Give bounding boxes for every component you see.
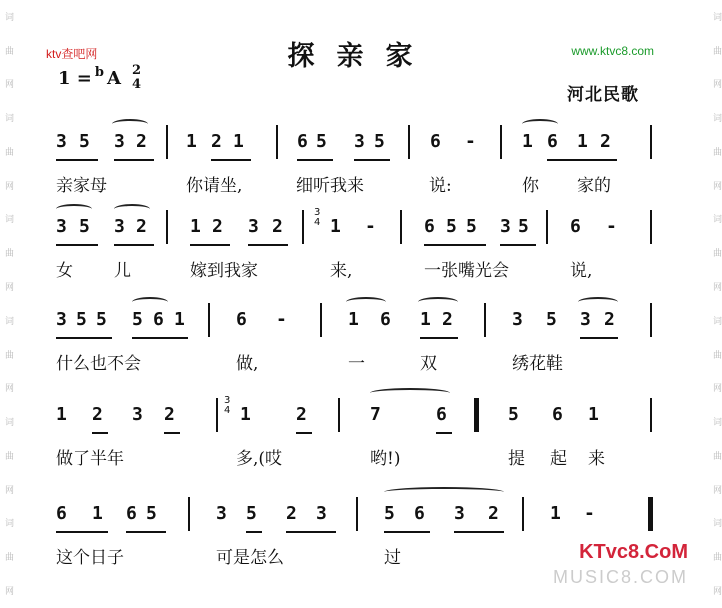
note: 5 [96, 309, 107, 330]
side-watermark-char: 网 [2, 585, 13, 596]
lyric: 嫁到我家 [190, 261, 258, 281]
note: 2 [604, 309, 615, 330]
side-watermark-char: 词 [710, 518, 721, 529]
lyric: 女 [56, 261, 73, 281]
note: 3 [454, 503, 465, 524]
note: 2 [92, 404, 103, 425]
beam [454, 531, 504, 533]
note: 6 [297, 131, 308, 152]
side-watermark-char: 网 [710, 180, 721, 191]
score-row-1 [0, 125, 722, 196]
beam [500, 244, 536, 246]
note: 2 [211, 131, 222, 152]
note: 2 [136, 216, 147, 237]
note: 3 [512, 309, 523, 330]
note: 2 [286, 503, 297, 524]
barline [484, 303, 486, 337]
slur [418, 297, 458, 307]
note: 5 [246, 503, 257, 524]
song-title: 探亲家 [287, 41, 435, 72]
lyric: 细听我来 [296, 176, 364, 196]
side-watermark-char: 曲 [710, 45, 721, 56]
beam [56, 337, 112, 339]
barline [166, 210, 168, 244]
side-watermark-char: 词 [710, 417, 721, 428]
lyric: 做了半年 [56, 449, 124, 469]
lyric: 提 [508, 449, 525, 469]
time-top: 2 [131, 63, 141, 78]
slur [370, 388, 450, 398]
barline [650, 210, 652, 244]
note: 5 [518, 216, 529, 237]
song-genre: 河北民歌 [567, 85, 639, 105]
side-watermark-char: 词 [2, 113, 13, 124]
side-watermark-char: 网 [710, 79, 721, 90]
note: 1 [550, 503, 561, 524]
lyric: 说, [570, 261, 593, 281]
side-watermark-char: 词 [2, 315, 13, 326]
note: 5 [508, 404, 519, 425]
side-watermark-char: 网 [2, 383, 13, 394]
side-watermark-char: 曲 [710, 248, 721, 259]
barline [650, 125, 652, 159]
note: 1 [348, 309, 359, 330]
side-watermark-char: 词 [2, 518, 13, 529]
music8-faded-logo: MUSIC8.COM [552, 567, 688, 587]
note: 3 [132, 404, 143, 425]
side-watermark-char: 曲 [710, 146, 721, 157]
note: 3 [316, 503, 327, 524]
barline [650, 398, 652, 432]
side-watermark-char: 曲 [2, 146, 13, 157]
side-watermark-char: 曲 [710, 450, 721, 461]
note: 5 [546, 309, 557, 330]
note: 3 [248, 216, 259, 237]
note: - [365, 216, 376, 237]
lyrics-row-1 [0, 171, 722, 196]
note: 1 [588, 404, 599, 425]
barline [188, 497, 190, 531]
note: 5 [446, 216, 457, 237]
final-barline [648, 497, 653, 531]
note: 3 [500, 216, 511, 237]
side-watermark-char: 曲 [2, 552, 13, 563]
barline [546, 210, 548, 244]
note: 6 [424, 216, 435, 237]
side-watermark-char: 词 [2, 11, 13, 22]
note: 6 [430, 131, 441, 152]
lyric: 一 [348, 354, 365, 374]
lyric: 说: [429, 176, 452, 196]
lyrics-row-3 [0, 349, 722, 374]
lyric: 你 [522, 176, 539, 196]
note: 3 [114, 216, 125, 237]
note: 5 [316, 131, 327, 152]
note: 1 [330, 216, 341, 237]
note: 1 [174, 309, 185, 330]
note: 1 [186, 131, 197, 152]
slur [578, 297, 618, 307]
barline [400, 210, 402, 244]
barline [408, 125, 410, 159]
note: 1 [577, 131, 588, 152]
lyric: 过 [384, 548, 401, 568]
beam [164, 432, 180, 434]
beam [56, 244, 98, 246]
side-watermark-char: 词 [710, 113, 721, 124]
note: 6 [56, 503, 67, 524]
note: - [465, 131, 476, 152]
side-watermark-char: 曲 [2, 349, 13, 360]
note: 2 [164, 404, 175, 425]
note: 6 [153, 309, 164, 330]
slur [522, 119, 558, 129]
lyric: 来, [330, 261, 353, 281]
lyric: 你请坐, [186, 176, 243, 196]
beam [420, 337, 458, 339]
key-note: A [106, 67, 121, 89]
side-watermark-char: 曲 [710, 552, 721, 563]
notes-row-1 [0, 125, 722, 165]
beam [56, 159, 98, 161]
slur [132, 297, 168, 307]
lyric: 儿 [114, 261, 131, 281]
note: 2 [212, 216, 223, 237]
side-watermark-char: 词 [710, 11, 721, 22]
note: 3 [56, 309, 67, 330]
note: - [276, 309, 287, 330]
note: 1 [522, 131, 533, 152]
side-watermark-char: 词 [710, 214, 721, 225]
beam [577, 159, 617, 161]
note: 6 [552, 404, 563, 425]
note: 3 [580, 309, 591, 330]
side-watermark-char: 网 [710, 585, 721, 596]
note: 6 [380, 309, 391, 330]
beam [132, 337, 188, 339]
side-watermark-char: 曲 [2, 45, 13, 56]
note: 1 [240, 404, 251, 425]
repeat-start-barline [474, 398, 479, 432]
key-flat: b [94, 64, 104, 80]
beam [246, 531, 262, 533]
note: 6 [436, 404, 447, 425]
note: 1 [233, 131, 244, 152]
side-watermark-char: 网 [710, 282, 721, 292]
barline [302, 210, 304, 244]
time-signature [132, 64, 141, 92]
side-watermark-char: 网 [2, 484, 13, 495]
note: 5 [466, 216, 477, 237]
side-watermark-char: 词 [2, 417, 13, 428]
lyric: 哟!) [370, 449, 401, 469]
beam [114, 159, 154, 161]
score-row-3 [0, 303, 722, 374]
note: 2 [272, 216, 283, 237]
note: - [606, 216, 617, 237]
lyric: 起 [550, 449, 567, 469]
side-watermark-char: 曲 [2, 248, 13, 259]
notes-row-3 [0, 303, 722, 343]
note: 2 [600, 131, 611, 152]
note: 1 [190, 216, 201, 237]
barline [522, 497, 524, 531]
slur [56, 204, 92, 214]
note: 5 [132, 309, 143, 330]
beam [354, 159, 390, 161]
lyric: 双 [420, 354, 437, 374]
note: 2 [442, 309, 453, 330]
beam [248, 244, 288, 246]
lyric: 可是怎么 [216, 548, 284, 568]
note: 2 [136, 131, 147, 152]
note: 1 [56, 404, 67, 425]
beam [126, 531, 166, 533]
beam [190, 244, 230, 246]
ktv-watermark-right: www.ktvc8.com [571, 44, 654, 58]
note: 7 [370, 404, 381, 425]
lyric: 这个日子 [56, 548, 124, 568]
side-watermark-char: 词 [710, 315, 721, 326]
note: 6 [126, 503, 137, 524]
note: 6 [236, 309, 247, 330]
slur [114, 204, 150, 214]
notes-row-5 [0, 497, 722, 537]
note: 5 [79, 216, 90, 237]
key-prefix: 1 = [58, 67, 92, 89]
barline [650, 303, 652, 337]
beam [114, 244, 154, 246]
note: 2 [296, 404, 307, 425]
key-signature [58, 64, 141, 92]
beam [297, 159, 333, 161]
note: 6 [547, 131, 558, 152]
note: 3 [114, 131, 125, 152]
note: 3 [56, 131, 67, 152]
beam [580, 337, 618, 339]
note: 3 [56, 216, 67, 237]
beam [384, 531, 430, 533]
side-watermark-char: 词 [2, 214, 13, 225]
lyric: 多,(哎 [236, 449, 283, 469]
note: 5 [374, 131, 385, 152]
note: 1 [420, 309, 431, 330]
barline [320, 303, 322, 337]
note: 2 [488, 503, 499, 524]
barline [216, 398, 218, 432]
notes-row-4 [0, 395, 722, 438]
slur [112, 119, 148, 129]
meter-mark: 3 4 [224, 395, 231, 416]
barline [276, 125, 278, 159]
side-watermark-char: 网 [710, 484, 721, 495]
lyric: 亲家母 [56, 176, 107, 196]
lyric: 来 [588, 449, 605, 469]
lyrics-row-4 [0, 444, 722, 469]
lyric: 一张嘴光会 [424, 261, 509, 281]
beam [424, 244, 486, 246]
note: - [584, 503, 595, 524]
barline [166, 125, 168, 159]
lyric: 绣花鞋 [512, 354, 563, 374]
beam [56, 531, 108, 533]
barline [356, 497, 358, 531]
side-watermark-char: 曲 [2, 450, 13, 461]
notes-row-2 [0, 207, 722, 250]
beam [436, 432, 452, 434]
note: 6 [570, 216, 581, 237]
note: 6 [414, 503, 425, 524]
note: 5 [79, 131, 90, 152]
ktv-watermark-left: ktv查吧网 [46, 47, 98, 61]
slur [384, 487, 504, 497]
side-watermark-char: 曲 [710, 349, 721, 360]
side-watermark-char: 网 [2, 282, 13, 292]
beam [211, 159, 251, 161]
score-row-4 [0, 395, 722, 469]
lyrics-row-2 [0, 256, 722, 281]
note: 5 [76, 309, 87, 330]
beam [286, 531, 336, 533]
note: 5 [384, 503, 395, 524]
time-bottom: 4 [131, 77, 141, 92]
barline [500, 125, 502, 159]
slur [346, 297, 386, 307]
note: 3 [216, 503, 227, 524]
note: 5 [146, 503, 157, 524]
lyric: 什么也不会 [56, 354, 141, 374]
note: 1 [92, 503, 103, 524]
score-row-2 [0, 207, 722, 281]
beam [296, 432, 312, 434]
side-watermark-char: 网 [2, 79, 13, 90]
side-watermark-char: 网 [710, 383, 721, 394]
beam [92, 432, 108, 434]
ktvc8-logo: KTvc8.CoM [579, 541, 688, 563]
lyric: 做, [236, 354, 259, 374]
lyric: 家的 [577, 176, 611, 196]
side-watermark-char: 网 [2, 180, 13, 191]
barline [338, 398, 340, 432]
meter-mark: 3 4 [314, 207, 321, 228]
note: 3 [354, 131, 365, 152]
barline [208, 303, 210, 337]
